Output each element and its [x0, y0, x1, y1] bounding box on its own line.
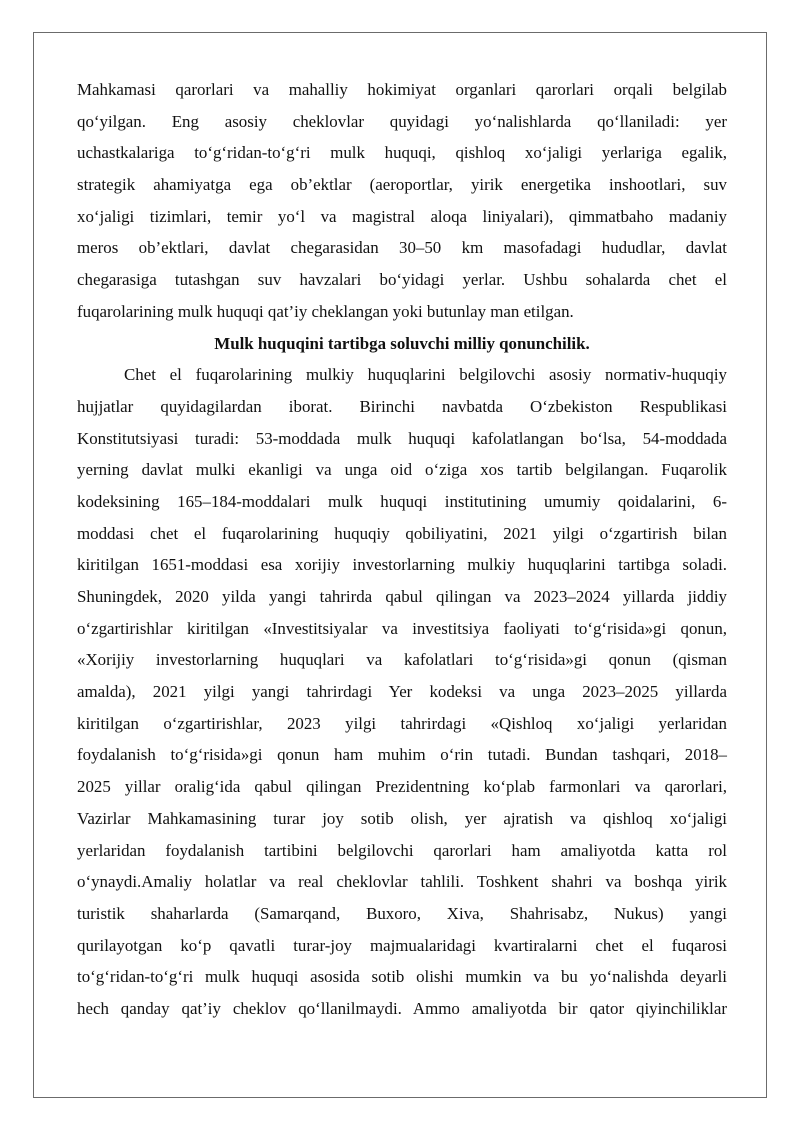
text-line: amalda), 2021 yilgi yangi tahrirdagi Yer kodeksi va unga 2023–2025 yillarda	[77, 682, 727, 702]
document-body	[77, 74, 727, 1025]
section-heading: Mulk huquqini tartibga soluvchi milliy qonunchilik.	[214, 333, 590, 353]
text-line: yerning davlat mulki ekanligi va unga oid o‘ziga xos tartib belgilangan. Fuqarolik	[77, 460, 727, 480]
text-line: chegarasiga tutashgan suv havzalari bo‘yidagi yerlar. Ushbu sohalarda chet el	[77, 270, 727, 290]
text-line: kiritilgan 1651-moddasi esa xorijiy investorlarning mulkiy huquqlarini tartibga soladi.	[77, 555, 727, 575]
text-line: Konstitutsiyasi turadi: 53-moddada mulk huquqi kafolatlangan bo‘lsa, 54-moddada	[77, 428, 727, 448]
text-line: Shuningdek, 2020 yilda yangi tahrirda qabul qilingan va 2023–2024 yillarda jiddiy	[77, 587, 727, 606]
text-line: xo‘jaligi tizimlari, temir yo‘l va magistral aloqa liniyalari), qimmatbaho madaniy	[77, 206, 727, 226]
text-line: moddasi chet el fuqarolarining huquqiy qobiliyatini, 2021 yilgi o‘zgartirish bilan	[77, 523, 727, 543]
text-line: Chet el fuqarolarining mulkiy huquqlarini belgilovchi asosiy normativ-huquqiy	[124, 365, 727, 385]
text-line: kiritilgan o‘zgartirishlar, 2023 yilgi tahrirdagi «Qishloq xo‘jaligi yerlaridan	[77, 713, 727, 733]
text-line: uchastkalariga to‘g‘ridan-to‘g‘ri mulk huquqi, qishloq xo‘jaligi yerlariga egalik,	[77, 143, 727, 163]
text-line: meros ob’ektlari, davlat chegarasidan 30–50 km masofadagi hududlar, davlat	[77, 238, 727, 258]
text-line: hujjatlar quyidagilardan iborat. Birinchi navbatda O‘zbekiston Respublikasi	[77, 396, 727, 416]
text-line: «Xorijiy investorlarning huquqlari va kafolatlari to‘g‘risida»gi qonun (qisman	[77, 650, 727, 670]
text-line: o‘ynaydi.Amaliy holatlar va real cheklovlar tahlili. Toshkent shahri va boshqa yirik	[77, 872, 727, 892]
text-line: 2025 yillar oralig‘ida qabul qilingan Prezidentning ko‘plab farmonlari va qarorlari,	[77, 777, 727, 797]
text-line: kodeksining 165–184-moddalari mulk huquqi institutining umumiy qoidalarini, 6-	[77, 491, 727, 511]
text-line: foydalanish to‘g‘risida»gi qonun ham muhim o‘rin tutadi. Bundan tashqari, 2018–	[77, 745, 727, 765]
paragraph-restrictions	[77, 74, 727, 328]
text-line: Mahkamasi qarorlari va mahalliy hokimiyat organlari qarorlari orqali belgilab	[77, 80, 727, 99]
text-line: strategik ahamiyatga ega ob’ektlar (aeroportlar, yirik energetika inshootlari, suv	[77, 175, 727, 195]
text-line: qurilayotgan ko‘p qavatli turar-joy majmualaridagi kvartiralarni chet el fuqarosi	[77, 935, 727, 955]
text-line: Vazirlar Mahkamasining turar joy sotib olish, yer ajratish va qishloq xo‘jaligi	[77, 808, 727, 828]
text-line: yerlaridan foydalanish tartibini belgilovchi qarorlari ham amaliyotda katta rol	[77, 840, 727, 860]
paragraph-national-legislation	[77, 359, 727, 1024]
text-line: turistik shaharlarda (Samarqand, Buxoro, Xiva, Shahrisabz, Nukus) yangi	[77, 903, 727, 923]
text-line: qo‘yilgan. Eng asosiy cheklovlar quyidagi yo‘nalishlarda qo‘llaniladi: yer	[77, 111, 727, 131]
text-line: hech qanday qat’iy cheklov qo‘llanilmaydi. Ammo amaliyotda bir qator qiyinchiliklar	[77, 998, 727, 1018]
text-line: fuqarolarining mulk huquqi qat’iy cheklangan yoki butunlay man etilgan.	[77, 301, 574, 321]
text-line: to‘g‘ridan-to‘g‘ri mulk huquqi asosida sotib olishi mumkin va bu yo‘nalishda deyarli	[77, 967, 727, 987]
text-line: o‘zgartirishlar kiritilgan «Investitsiyalar va investitsiya faoliyati to‘g‘risida»gi qonun,	[77, 618, 727, 638]
